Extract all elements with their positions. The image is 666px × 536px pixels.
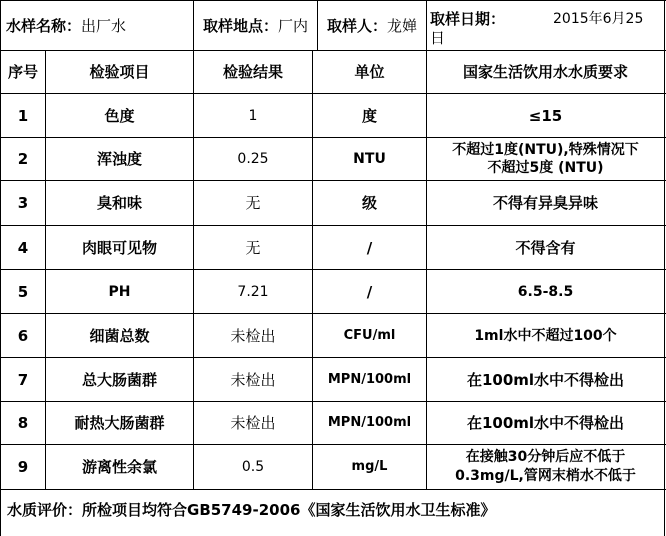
sampling-location — [194, 1, 317, 50]
sampling-date-value: 2015年6月25 — [553, 11, 644, 27]
quality-evaluation: 水质评价：所检项目均符合GB5749-2006《国家生活饮用水卫生标准》 — [7, 501, 496, 519]
row-4-requirement: 不得含有 — [515, 238, 576, 257]
col-header-item: 检验项目 — [89, 63, 150, 81]
row-3-no: 3 — [17, 194, 29, 212]
col-header-unit: 单位 — [354, 63, 385, 81]
row-1-item: 色度 — [104, 106, 135, 125]
row-6-no: 6 — [17, 326, 29, 345]
row-8-requirement: 在100ml水中不得检出 — [466, 414, 625, 432]
row-7-requirement: 在100ml水中不得检出 — [466, 370, 625, 389]
row-4-result: 无 — [245, 238, 261, 257]
row-8-result: 未检出 — [230, 414, 276, 432]
row-5-result: 7.21 — [237, 283, 269, 300]
row-8-item: 耐热大肠菌群 — [74, 414, 165, 432]
row-9-requirement-line-1: 在接触30分钟后应不低于 — [465, 449, 626, 465]
sample-name-value: 出厂水 — [81, 16, 127, 35]
row-8-unit: MPN/100ml — [327, 415, 412, 430]
row-2-item: 浑浊度 — [96, 150, 142, 168]
row-2-requirement-line-1: 不超过1度(NTU),特殊情况下 — [452, 142, 639, 158]
row-9-no: 9 — [17, 458, 29, 476]
row-4-unit: / — [366, 238, 373, 257]
row-2-requirement — [427, 138, 664, 180]
row-9-requirement — [427, 445, 664, 489]
row-3-item: 臭和味 — [96, 194, 142, 212]
row-7-item: 总大肠菌群 — [81, 370, 157, 389]
row-9-item: 游离性余氯 — [81, 458, 157, 476]
sample-name-label: 水样名称： — [6, 16, 82, 35]
row-2-requirement-line-2: 不超过5度 (NTU) — [487, 160, 604, 176]
row-2-unit: NTU — [353, 151, 386, 167]
sampling-date-label: 取样日期： — [430, 10, 506, 28]
sample-name — [0, 1, 193, 50]
grid-line — [664, 0, 665, 536]
col-header-no: 序号 — [7, 63, 38, 81]
grid-line — [426, 0, 427, 51]
sampler-label: 取样人： — [326, 16, 387, 35]
row-1-unit: 度 — [361, 106, 377, 125]
row-5-no: 5 — [17, 282, 29, 301]
sampling-date-value-cont: 日 — [430, 29, 446, 47]
row-3-requirement: 不得有异臭异味 — [492, 194, 598, 212]
row-3-result: 无 — [245, 194, 261, 212]
row-7-no: 7 — [17, 370, 29, 389]
row-6-result: 未检出 — [230, 326, 276, 345]
row-1-requirement: ≤15 — [528, 106, 563, 125]
row-7-result: 未检出 — [230, 370, 276, 389]
sampler-value: 龙婵 — [387, 16, 418, 35]
row-6-item: 细菌总数 — [89, 326, 150, 345]
row-5-requirement: 6.5-8.5 — [517, 283, 574, 300]
row-6-unit: CFU/ml — [343, 327, 396, 343]
col-header-result: 检验结果 — [222, 63, 283, 81]
row-7-unit: MPN/100ml — [327, 371, 412, 387]
sampling-location-value: 厂内 — [278, 16, 309, 35]
col-header-requirement: 国家生活饮用水水质要求 — [462, 63, 628, 81]
row-4-no: 4 — [17, 238, 29, 257]
row-1-result: 1 — [248, 107, 258, 124]
row-5-item: PH — [108, 283, 131, 300]
sampler — [318, 1, 426, 50]
row-3-unit: 级 — [361, 194, 377, 212]
row-2-no: 2 — [17, 150, 29, 168]
row-5-unit: / — [366, 282, 373, 301]
row-6-requirement: 1ml水中不超过100个 — [474, 327, 617, 344]
sampling-location-label: 取样地点： — [202, 16, 278, 35]
row-9-result: 0.5 — [241, 459, 265, 475]
row-1-no: 1 — [17, 106, 29, 125]
row-8-no: 8 — [17, 414, 29, 432]
sampling-date — [430, 8, 662, 48]
row-9-requirement-line-2: 0.3mg/L,管网末梢水不低于 — [455, 468, 636, 484]
row-2-result: 0.25 — [237, 151, 269, 167]
row-4-item: 肉眼可见物 — [81, 238, 157, 257]
row-9-unit: mg/L — [351, 459, 388, 474]
